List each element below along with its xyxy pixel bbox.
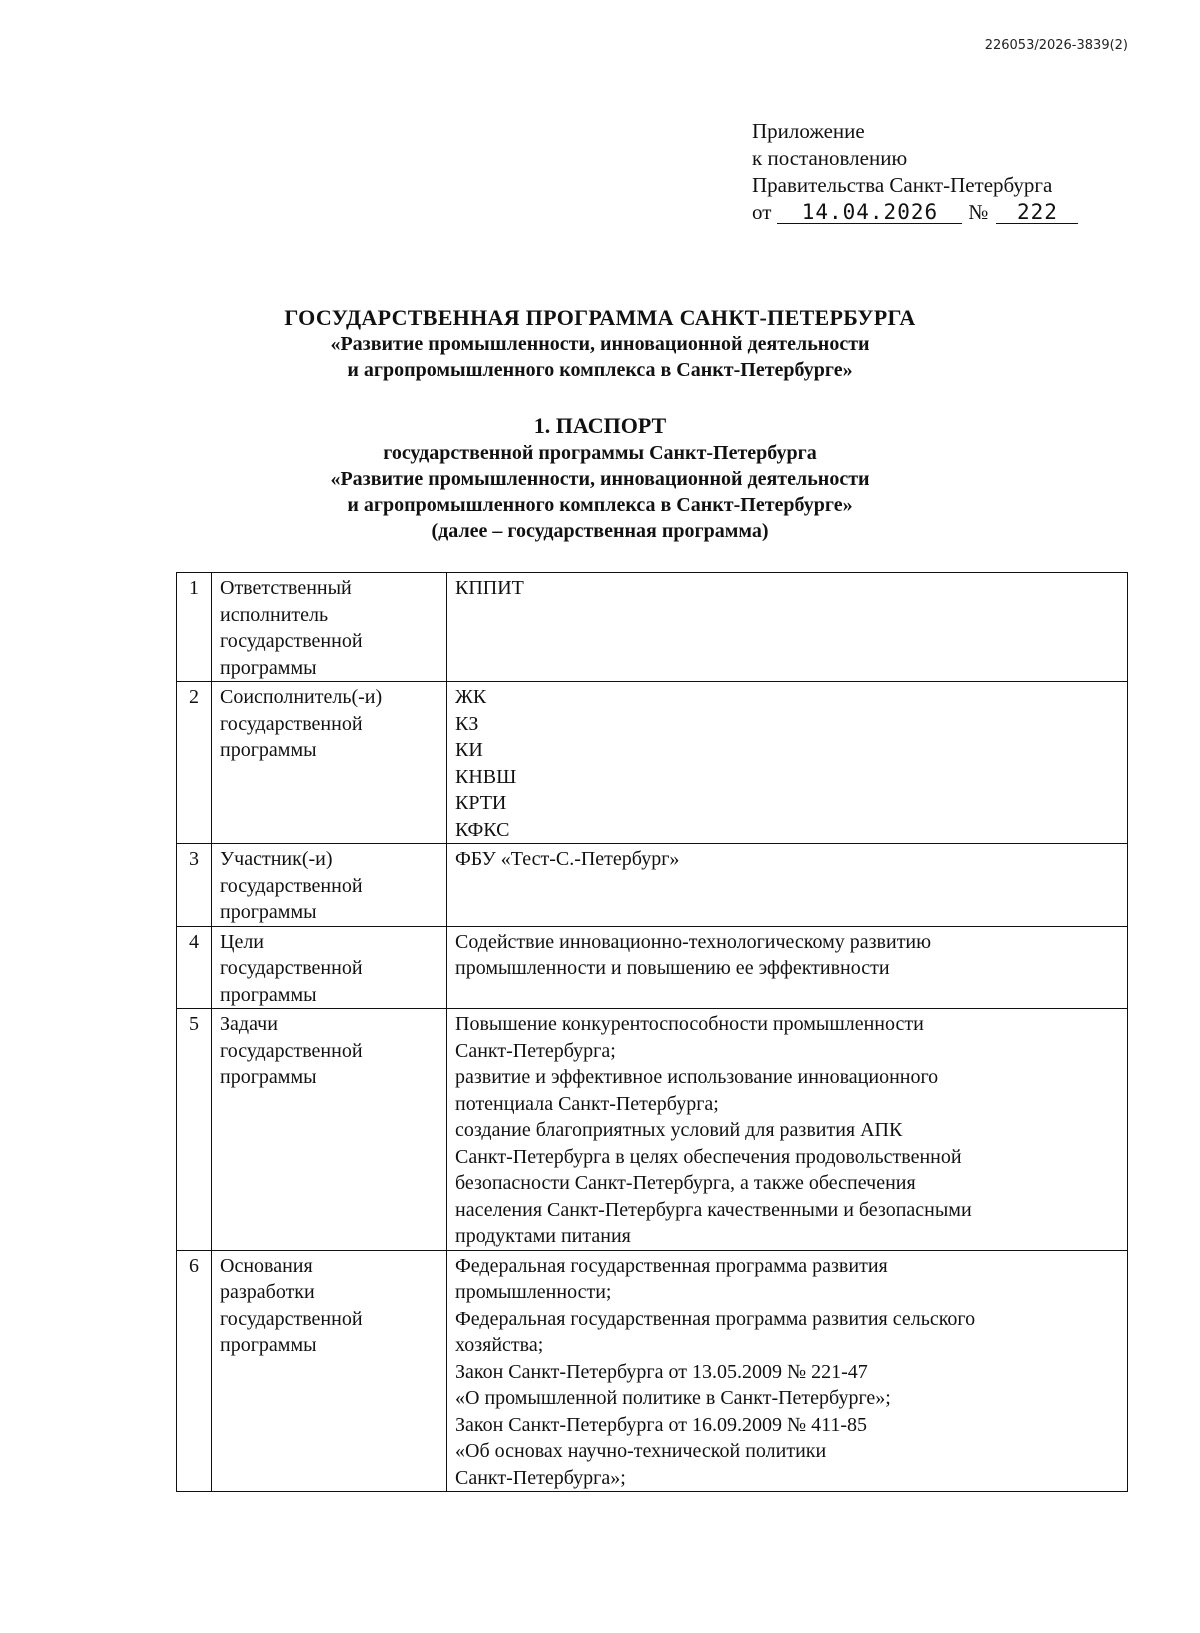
passport-line-3: и агропромышленного комплекса в Санкт-Петербурге» — [347, 494, 853, 516]
table-row — [177, 573, 1128, 682]
date-prefix: от — [752, 200, 772, 224]
row-label-line: Ответственный — [220, 577, 352, 599]
row-value-line: безопасности Санкт-Петербурга, а также обеспечения — [455, 1172, 916, 1194]
passport-table — [176, 572, 1128, 1492]
row-label-line: программы — [220, 739, 317, 761]
resolution-number: 222 — [996, 201, 1078, 224]
resolution-date: 14.04.2026 — [777, 201, 962, 224]
row-label-line: разработки — [220, 1281, 315, 1303]
row-value-line: «О промышленной политике в Санкт-Петербурге»; — [455, 1387, 891, 1409]
row-value-line: хозяйства; — [455, 1334, 544, 1356]
row-value-line: Федеральная государственная программа развития — [455, 1254, 888, 1277]
row-value-line: Санкт-Петербурга в целях обеспечения продовольственной — [455, 1145, 962, 1168]
row-label-line: программы — [220, 1066, 317, 1088]
appendix-date-line — [752, 199, 1078, 226]
row-label-line: государственной — [220, 957, 363, 979]
passport-heading-block — [0, 412, 1200, 544]
row-value — [447, 926, 1128, 1009]
row-label-line: программы — [220, 983, 317, 1006]
row-label-line: Цели — [220, 930, 265, 953]
row-label-line: государственной — [220, 1039, 363, 1062]
row-value-line: КЗ — [455, 712, 479, 735]
row-value-line: промышленности и повышению ее эффективности — [455, 957, 890, 979]
appendix-line-2: к постановлению — [752, 146, 908, 170]
program-title-main: ГОСУДАРСТВЕННАЯ ПРОГРАММА САНКТ-ПЕТЕРБУРГА — [284, 305, 916, 330]
table-row — [177, 926, 1128, 1009]
program-title-line-3: и агропромышленного комплекса в Санкт-Петербурге» — [347, 359, 853, 381]
row-value-line: потенциала Санкт-Петербурга; — [455, 1092, 719, 1115]
passport-table-body — [177, 573, 1128, 1492]
row-number: 5 — [177, 1009, 212, 1251]
row-value-line: КИ — [455, 739, 483, 761]
program-title-line-2: «Развитие промышленности, инновационной деятельности — [330, 333, 870, 355]
row-label-line: Основания — [220, 1254, 313, 1277]
row-label — [212, 682, 447, 844]
row-value — [447, 1250, 1128, 1492]
table-row — [177, 682, 1128, 844]
row-value — [447, 573, 1128, 682]
passport-line-1: государственной программы Санкт-Петербурга — [383, 442, 817, 464]
row-label-line: Участник(-и) — [220, 848, 333, 870]
row-value-line: КНВШ — [455, 765, 517, 788]
row-label — [212, 926, 447, 1009]
row-number: 3 — [177, 844, 212, 927]
table-row — [177, 844, 1128, 927]
row-value-line: Повышение конкурентоспособности промышленности — [455, 1013, 924, 1035]
row-value-line: Закон Санкт-Петербурга от 13.05.2009 № 221-47 — [455, 1360, 868, 1383]
passport-heading: 1. ПАСПОРТ — [533, 413, 667, 438]
row-label — [212, 844, 447, 927]
table-row — [177, 1250, 1128, 1492]
row-value-line: «Об основах научно-технической политики — [455, 1440, 827, 1462]
row-value-line: Санкт-Петербурга; — [455, 1039, 616, 1062]
appendix-block — [752, 118, 1078, 226]
number-prefix: № — [968, 200, 989, 224]
row-label — [212, 1009, 447, 1251]
row-value — [447, 844, 1128, 927]
appendix-line-1: Приложение — [752, 119, 865, 143]
row-value-line: КРТИ — [455, 792, 507, 814]
row-label-line: государственной — [220, 874, 363, 897]
row-value-line: Закон Санкт-Петербурга от 16.09.2009 № 411-85 — [455, 1413, 867, 1436]
table-row — [177, 1009, 1128, 1251]
row-label — [212, 573, 447, 682]
row-label-line: программы — [220, 901, 317, 923]
row-value-line: населения Санкт-Петербурга качественными и безопасными — [455, 1198, 972, 1221]
row-value-line: промышленности; — [455, 1281, 612, 1303]
row-number: 1 — [177, 573, 212, 682]
row-label-line: исполнитель — [220, 603, 329, 626]
row-value-line: КФКС — [455, 818, 510, 841]
row-value — [447, 1009, 1128, 1251]
passport-line-2: «Развитие промышленности, инновационной деятельности — [330, 468, 870, 490]
row-label-line: Соисполнитель(-и) — [220, 686, 383, 708]
row-value-line: ЖК — [455, 686, 487, 708]
passport-line-4: (далее – государственная программа) — [431, 520, 769, 542]
row-label-line: программы — [220, 656, 317, 679]
row-number: 2 — [177, 682, 212, 844]
row-label-line: государственной — [220, 1307, 363, 1330]
row-number: 4 — [177, 926, 212, 1009]
row-label-line: государственной — [220, 712, 363, 735]
row-label-line: государственной — [220, 630, 363, 652]
row-label-line: Задачи — [220, 1013, 278, 1035]
row-value-line: КППИТ — [455, 577, 524, 599]
program-title — [0, 305, 1200, 383]
row-number: 6 — [177, 1250, 212, 1492]
document-registration-number: 226053/2026-3839(2) — [984, 38, 1128, 53]
row-label — [212, 1250, 447, 1492]
row-value-line: ФБУ «Тест-С.-Петербург» — [455, 848, 680, 870]
row-value — [447, 682, 1128, 844]
appendix-line-3: Правительства Санкт-Петербурга — [752, 173, 1053, 197]
row-value-line: продуктами питания — [455, 1225, 631, 1247]
row-value-line: развитие и эффективное использование инновационного — [455, 1066, 939, 1088]
row-value-line: Содействие инновационно-технологическому развитию — [455, 930, 932, 953]
row-value-line: создание благоприятных условий для развития АПК — [455, 1119, 903, 1141]
row-label-line: программы — [220, 1334, 317, 1356]
row-value-line: Федеральная государственная программа развития сельского — [455, 1307, 976, 1330]
row-value-line: Санкт-Петербурга»; — [455, 1466, 626, 1489]
